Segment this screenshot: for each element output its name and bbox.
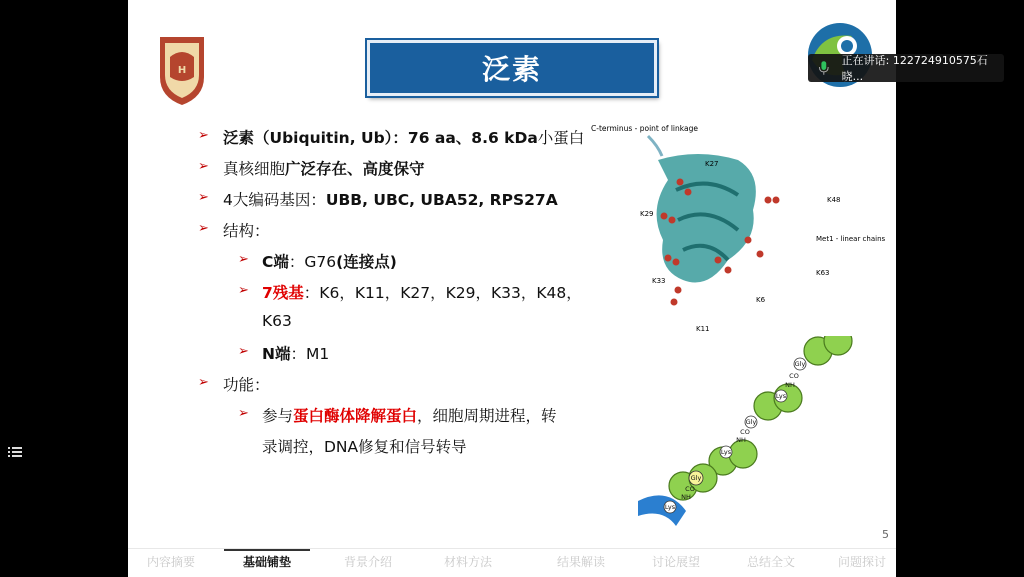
- bullet-genes: 4大编码基因：UBB, UBC, UBA52, RPS27A: [223, 191, 558, 209]
- active-tab-indicator: [224, 549, 310, 551]
- sub-bullet-arrow-icon: ➢: [238, 283, 249, 298]
- tab-summary[interactable]: 内容摘要: [147, 555, 196, 569]
- sub-bullet-c-terminus: C端：G76(连接点): [262, 253, 397, 271]
- figure-label-k48: K48: [827, 196, 841, 204]
- sub-bullet-arrow-icon: ➢: [238, 406, 249, 421]
- slide-title-box: [367, 40, 657, 96]
- svg-text:Lys: Lys: [664, 503, 676, 511]
- bullet-arrow-icon: ➢: [198, 375, 209, 390]
- svg-text:CO: CO: [685, 485, 695, 493]
- bullet-arrow-icon: ➢: [198, 221, 209, 236]
- microphone-icon: [818, 61, 830, 75]
- svg-text:CO: CO: [789, 372, 799, 380]
- sub-bullet-arrow-icon: ➢: [238, 344, 249, 359]
- figure-label-k11: K11: [696, 325, 710, 333]
- slide-title: 泛素: [481, 53, 542, 86]
- tab-methods[interactable]: 材料方法: [444, 555, 493, 569]
- figure-label-k27: K27: [705, 160, 719, 168]
- tab-discussion[interactable]: 讨论展望: [652, 555, 701, 569]
- bullet-conserved: 真核细胞广泛存在、高度保守: [223, 160, 425, 178]
- page-number: 5: [882, 528, 889, 541]
- figure-label-k29: K29: [640, 210, 654, 218]
- svg-text:Lys: Lys: [720, 448, 732, 456]
- svg-text:NH: NH: [785, 381, 795, 389]
- hospital-logo: [156, 33, 208, 107]
- speaker-indicator: [808, 54, 1004, 82]
- svg-text:Gly: Gly: [745, 418, 757, 426]
- tab-results[interactable]: 结果解读: [557, 555, 606, 569]
- speaker-text: 正在讲话: 122724910575石晓...: [841, 54, 988, 82]
- bullet-arrow-icon: ➢: [198, 128, 209, 143]
- sub-bullet-lysines: 7残基：K6，K11，K27，K29，K33，K48，: [262, 284, 582, 302]
- svg-text:Gly: Gly: [794, 360, 806, 368]
- figure-label-c-terminus: C-terminus - point of linkage: [591, 124, 698, 133]
- sub-bullet-arrow-icon: ➢: [238, 252, 249, 267]
- bullet-structure: 结构：: [223, 222, 270, 240]
- bullet-function: 功能：: [223, 376, 270, 394]
- sub-bullet-n-terminus: N端：M1: [262, 345, 330, 363]
- figure-label-k63: K63: [816, 269, 830, 277]
- svg-text:H: H: [177, 65, 187, 76]
- ubiquitin-structure-figure: [588, 120, 894, 340]
- sub-bullet-lysines-cont: K63: [262, 312, 292, 330]
- ubiquitin-chain-figure: [638, 336, 858, 526]
- tab-basics[interactable]: 基础铺垫: [243, 555, 292, 569]
- sub-bullet-function-detail: 参与蛋白酶体降解蛋白，细胞周期进程，转: [262, 407, 557, 425]
- section-tabs: [128, 548, 896, 577]
- svg-text:Lys: Lys: [775, 392, 787, 400]
- tab-conclusion[interactable]: 总结全文: [747, 555, 796, 569]
- svg-text:NH: NH: [681, 493, 691, 501]
- svg-text:CO: CO: [740, 428, 750, 436]
- bullet-arrow-icon: ➢: [198, 159, 209, 174]
- tab-background[interactable]: 背景介绍: [344, 555, 393, 569]
- svg-text:NH: NH: [736, 436, 746, 444]
- presentation-slide: [128, 0, 896, 548]
- figure-label-k6: K6: [756, 296, 766, 304]
- tab-questions[interactable]: 问题探讨: [838, 555, 887, 569]
- bullet-arrow-icon: ➢: [198, 190, 209, 205]
- sub-bullet-function-cont: 录调控，DNA修复和信号转导: [262, 438, 467, 456]
- bullet-ubiquitin: 泛素（Ubiquitin, Ub）：76 aa、8.6 kDa小蛋白: [223, 129, 585, 147]
- list-menu-icon[interactable]: [8, 445, 22, 459]
- svg-text:Gly: Gly: [690, 474, 702, 482]
- figure-label-met1: Met1 - linear chains: [816, 235, 886, 243]
- figure-label-k33: K33: [652, 277, 666, 285]
